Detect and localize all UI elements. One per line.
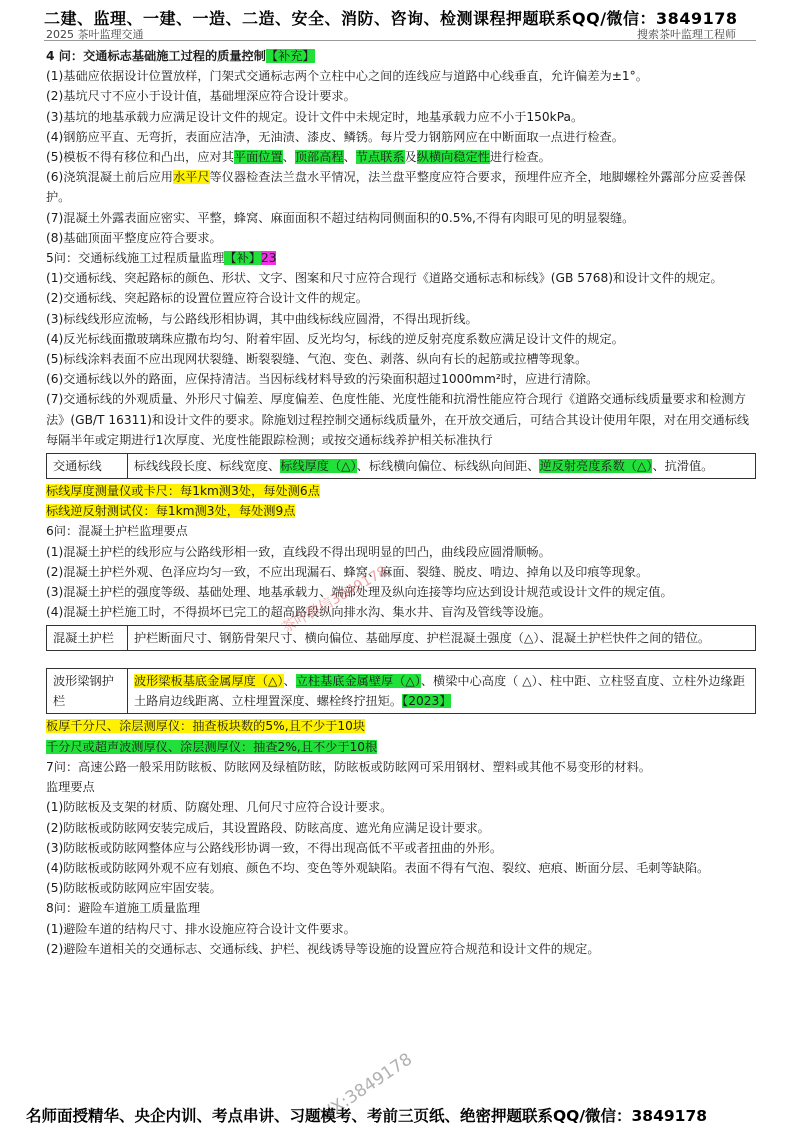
q5-table-text-a: 标线线段长度、标线宽度、 bbox=[134, 459, 281, 474]
guardrail-table-body bbox=[128, 669, 756, 714]
q7-item-4: (4)防眩板或防眩网外观不应有划痕、颜色不均、变色等外观缺陷。表面不得有气泡、裂纹、疤痕、断面分层、毛刺等缺陷。 bbox=[46, 860, 710, 875]
q8-item-2: (2)避险车道相关的交通标志、交通标线、护栏、视线诱导等设施的设置应符合规范和设计文件的规定。 bbox=[46, 941, 600, 956]
q4-title: 4 问：交通标志基础施工过程的质量控制 bbox=[46, 49, 266, 63]
q5-item-4: (4)反光标线面撒玻璃珠应撒布均匀、附着牢固、反光均匀，标线的逆反射亮度系数应满足设计文件的规定。 bbox=[46, 331, 624, 346]
guardrail-note-2 bbox=[46, 737, 758, 757]
q7-subtitle: 监理要点 bbox=[46, 780, 95, 795]
q5-year-tag: 23 bbox=[260, 251, 277, 266]
guardrail-note-2-text: 千分尺或超声波测厚仪、涂层测厚仪：抽查2%,且不少于10根 bbox=[46, 739, 378, 754]
q4-tag: 【补充】 bbox=[265, 49, 315, 63]
table-row bbox=[47, 454, 756, 479]
q6-item-2: (2)混凝土护栏外观、色泽应均匀一致，不应出现漏石、蜂窝、麻面、裂缝、脱皮、啃边、掉角以及印痕等现象。 bbox=[46, 564, 649, 579]
q6-title: 6问：混凝土护栏监理要点 bbox=[46, 524, 188, 539]
header-right: 搜索茶叶监理工程师 bbox=[637, 28, 736, 41]
guardrail-highlight-1: 波形梁板基底金属厚度（△） bbox=[134, 674, 284, 689]
q4-item-5-highlight-1: 平面位置 bbox=[233, 150, 283, 165]
q7-item-5: (5)防眩板或防眩网应牢固安装。 bbox=[46, 881, 222, 896]
q6-item-3: (3)混凝土护栏的强度等级、基础处理、地基承载力、端部处理及纵向连接等均应达到设计规范或设计文件的规定值。 bbox=[46, 585, 673, 600]
header-divider bbox=[44, 40, 756, 41]
table-row bbox=[47, 669, 756, 714]
q4-item-5-highlight-3: 节点联系 bbox=[355, 150, 405, 165]
q5-table-text-b: 、标线横向偏位、标线纵向间距、 bbox=[356, 459, 540, 474]
q7-item-3: (3)防眩板或防眩网整体应与公路线形协调一致，不得出现高低不平或者扭曲的外形。 bbox=[46, 840, 503, 855]
q5-note-1-text: 标线厚度测量仪或卡尺：每1km测3处，每处测6点 bbox=[46, 484, 320, 499]
q7-item-1: (1)防眩板及支架的材质、防腐处理、几何尺寸应符合设计要求。 bbox=[46, 800, 393, 815]
q4-item-5-highlight-2: 顶部高程 bbox=[294, 150, 344, 165]
q5-table-text-c: 、抗滑值。 bbox=[652, 459, 714, 474]
q4-item-5-highlight-4: 纵横向稳定性 bbox=[416, 150, 490, 165]
q5-inspection-table bbox=[46, 453, 756, 479]
q5-item-3: (3)标线线形应流畅，与公路线形相协调，其中曲线标线应圆滑，不得出现折线。 bbox=[46, 311, 478, 326]
q5-table-highlight-1: 标线厚度（△） bbox=[280, 459, 357, 474]
q4-item-5-sep-1: 、 bbox=[282, 150, 295, 165]
table-row bbox=[47, 626, 756, 651]
q4-item-3: (3)基坑的地基承载力应满足设计文件的规定。设计文件中未规定时，地基承载力应不小于150kPa。 bbox=[46, 109, 584, 124]
q4-heading bbox=[46, 46, 758, 66]
q8-title: 8问：避险车道施工质量监理 bbox=[46, 901, 201, 916]
q4-item-6-highlight: 水平尺 bbox=[172, 170, 210, 185]
q4-item-6-text-a: (6)浇筑混凝土前后应用 bbox=[46, 170, 173, 185]
q5-item-7: (7)交通标线的外观质量、外形尺寸偏差、厚度偏差、色度性能、光度性能和抗滑性能应符合现行《道路交通标线质量要求和检测方法》(GB/T 16311)和设计文件的要求。除施划过程控制交通标线质量外，在开放交通后，可结合其设计使用年限，对在用交通标线每隔半年或定期进行1次厚度、光度性能跟踪检测；或按交通标线养护相关标准执行 bbox=[46, 392, 750, 447]
q4-item-5 bbox=[46, 147, 758, 167]
q5-item-6: (6)交通标线以外的路面，应保持清洁。当因标线材料导致的污染面积超过1000mm²时，应进行清除。 bbox=[46, 372, 599, 387]
guardrail-highlight-2: 立柱基底金属壁厚（△） bbox=[295, 674, 421, 689]
guardrail-note-1-text: 板厚千分尺、涂层测厚仪：抽查板块数的5%,且不少于10块 bbox=[46, 719, 366, 734]
q7-title: 7问：高速公路一般采用防眩板、防眩网及绿植防眩，防眩板或防眩网可采用钢材、塑料或其他不易变形的材料。 bbox=[46, 759, 651, 774]
q4-item-5-text-a: (5)模板不得有移位和凸出，应对其 bbox=[46, 150, 234, 165]
q4-item-5-sep-3: 及 bbox=[404, 150, 417, 165]
q5-note-2 bbox=[46, 501, 758, 521]
q4-item-1: (1)基础应依据设计位置放样，门架式交通标志两个立柱中心之间的连线应与道路中心线垂直，允许偏差为±1°。 bbox=[46, 69, 648, 84]
guardrail-inspection-table bbox=[46, 668, 756, 714]
q4-item-8: (8)基础顶面平整度应符合要求。 bbox=[46, 230, 222, 245]
q5-table-highlight-2: 逆反射亮度系数（△） bbox=[539, 459, 653, 474]
q8-item-1: (1)避险车道的结构尺寸、排水设施应符合设计文件要求。 bbox=[46, 921, 356, 936]
q7-item-2: (2)防眩板或防眩网安装完成后，其设置路段、防眩高度、遮光角应满足设计要求。 bbox=[46, 820, 490, 835]
q5-note-2-text: 标线逆反射测试仪：每1km测3处，每处测9点 bbox=[46, 504, 296, 519]
q6-table-head: 混凝土护栏 bbox=[47, 626, 128, 651]
watermark-middle: 茶叶微信3849178 bbox=[279, 563, 391, 637]
guardrail-text: 、横梁中心高度（ △）、柱中距、立柱竖直度、立柱外边缘距土路肩边线距离、立柱埋置深度、螺栓终拧扭矩。 bbox=[134, 674, 745, 709]
promo-banner-footer: 名师面授精华、央企内训、考点串讲、习题模考、考前三页纸、绝密押题联系QQ/微信：3849178 bbox=[26, 1107, 708, 1125]
q5-item-2: (2)交通标线、突起路标的设置位置应符合设计文件的规定。 bbox=[46, 291, 368, 306]
promo-banner-top: 二建、监理、一建、一造、二造、安全、消防、咨询、检测课程押题联系QQ/微信：3849178 bbox=[44, 9, 738, 28]
guardrail-table-head: 波形梁钢护栏 bbox=[47, 669, 128, 714]
q5-table-body bbox=[128, 454, 756, 479]
guardrail-year-tag: 【2023】 bbox=[402, 694, 452, 709]
q5-item-1: (1)交通标线、突起路标的颜色、形状、文字、图案和尺寸应符合现行《道路交通标志和标线》(GB 5768)和设计文件的规定。 bbox=[46, 271, 723, 286]
q5-note-1 bbox=[46, 481, 758, 501]
q4-item-7: (7)混凝土外露表面应密实、平整，蜂窝、麻面面积不超过结构同侧面积的0.5%,不得有肉眼可见的明显裂缝。 bbox=[46, 210, 635, 225]
q6-item-1: (1)混凝土护栏的线形应与公路线形相一致，直线段不得出现明显的凹凸，曲线段应圆滑顺畅。 bbox=[46, 544, 551, 559]
q4-item-5-text-b: 进行检查。 bbox=[489, 150, 551, 165]
q4-item-4: (4)钢筋应平直、无弯折，表面应洁净，无油渍、漆皮、鳞锈。每片受力钢筋网应在中断面取一点进行检查。 bbox=[46, 129, 624, 144]
document-body bbox=[46, 46, 758, 959]
q6-table-body: 护栏断面尺寸、钢筋骨架尺寸、横向偏位、基础厚度、护栏混凝土强度（△）、混凝土护栏快件之间的错位。 bbox=[128, 626, 756, 651]
q6-inspection-table bbox=[46, 625, 756, 651]
q5-table-head: 交通标线 bbox=[47, 454, 128, 479]
header-left: 2025 茶叶监理交通 bbox=[46, 28, 144, 41]
q5-item-5: (5)标线涂料表面不应出现网状裂缝、断裂裂缝、气泡、变色、剥落、纵向有长的起筋或拉槽等现象。 bbox=[46, 352, 588, 367]
q5-title: 5问：交通标线施工过程质量监理 bbox=[46, 251, 225, 266]
q4-item-5-sep-2: 、 bbox=[343, 150, 356, 165]
section-gap bbox=[46, 653, 758, 665]
watermark-bottom: VX:3849178 bbox=[318, 1049, 416, 1125]
q4-item-6-text-b: 等仪器检查法兰盘水平情况，法兰盘平整度应符合要求，预埋件应齐全，地脚螺栓外露部分应妥善保护。 bbox=[46, 170, 746, 205]
q5-tag: 【补】 bbox=[224, 251, 261, 266]
guardrail-sep: 、 bbox=[283, 674, 296, 689]
q4-item-6 bbox=[46, 167, 758, 207]
q4-item-2: (2)基坑尺寸不应小于设计值，基础埋深应符合设计要求。 bbox=[46, 89, 356, 104]
q5-heading bbox=[46, 248, 758, 268]
q6-item-4: (4)混凝土护栏施工时，不得损坏已完工的超高路段纵向排水沟、集水井、盲沟及管线等设施。 bbox=[46, 605, 551, 620]
guardrail-note-1 bbox=[46, 716, 758, 736]
